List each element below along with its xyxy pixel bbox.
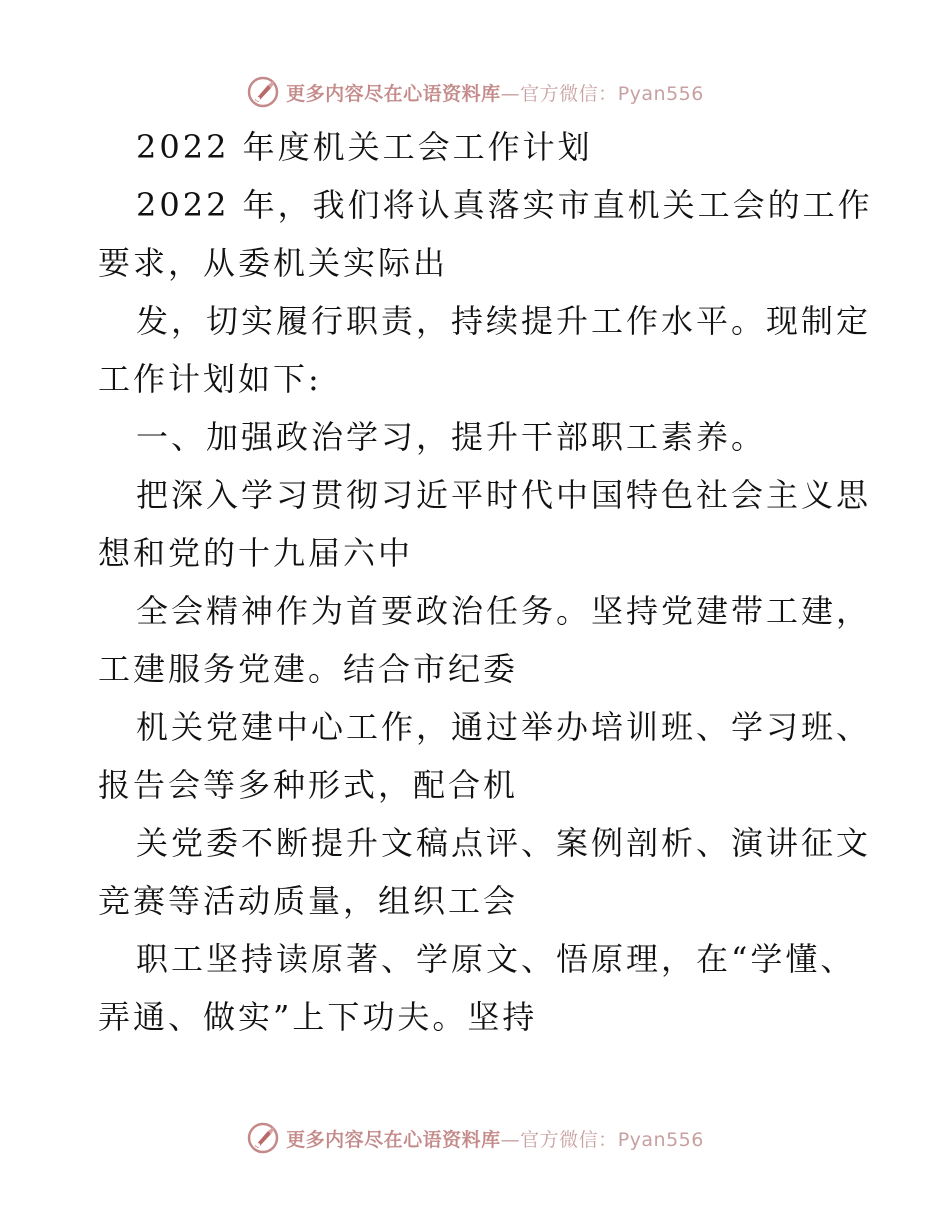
document-title: 2022 年度机关工会工作计划	[136, 128, 593, 166]
paragraph-line: 全会精神作为首要政治任务。坚持党建带工建，	[136, 592, 872, 630]
footer-watermark	[0, 1118, 950, 1158]
paragraph-line: 想和党的十九届六中	[98, 534, 414, 572]
watermark-account-label: 官方微信：	[520, 1128, 618, 1151]
paragraph-line: 弄通、做实”上下功夫。坚持	[98, 998, 538, 1036]
paragraph-line: 要求，从委机关实际出	[98, 244, 449, 282]
paragraph-line: 2022 年，我们将认真落实市直机关工会的工作	[136, 186, 873, 224]
watermark-text	[286, 1125, 704, 1152]
quill-pen-icon	[246, 1121, 280, 1155]
paragraph-line: 工作计划如下:	[98, 360, 322, 398]
watermark-separator: —	[500, 1128, 521, 1151]
paragraph-line: 发，切实履行职责，持续提升工作水平。现制定	[136, 302, 872, 340]
paragraph-line: 工建服务党建。结合市纪委	[98, 650, 519, 688]
watermark-account-label: 官方微信：	[520, 82, 618, 105]
header-watermark	[0, 72, 950, 112]
paragraph-line: 机关党建中心工作，通过举办培训班、学习班、	[136, 708, 872, 746]
paragraph-line: 报告会等多种形式，配合机	[98, 766, 519, 804]
watermark-account-id: Pyan556	[617, 82, 704, 105]
document-body	[98, 118, 873, 1046]
quill-pen-icon	[246, 75, 280, 109]
paragraph-line: 职工坚持读原著、学原文、悟原理，在“学懂、	[136, 940, 856, 978]
watermark-main-text: 更多内容尽在心语资料库	[286, 1128, 501, 1151]
paragraph-line: 竞赛等活动质量，组织工会	[98, 882, 519, 920]
watermark-separator: —	[500, 82, 521, 105]
watermark-text	[286, 79, 704, 106]
paragraph-line: 把深入学习贯彻习近平时代中国特色社会主义思	[136, 476, 872, 514]
paragraph-line: 关党委不断提升文稿点评、案例剖析、演讲征文	[136, 824, 872, 862]
section-heading: 一、加强政治学习，提升干部职工素养。	[136, 418, 767, 456]
watermark-account-id: Pyan556	[617, 1128, 704, 1151]
watermark-main-text: 更多内容尽在心语资料库	[286, 82, 501, 105]
